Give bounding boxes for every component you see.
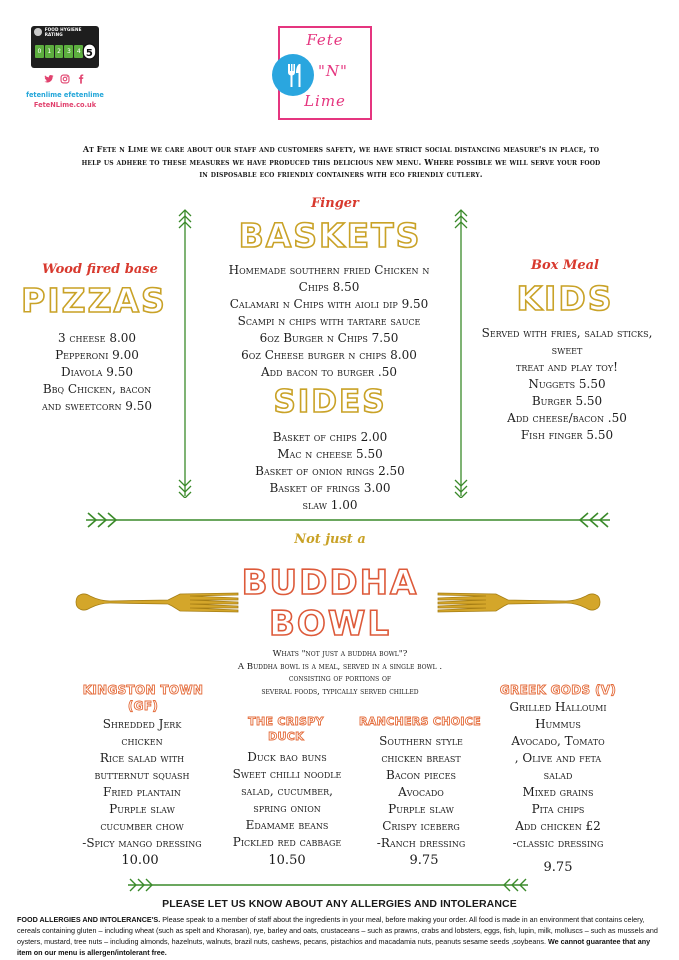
menu-item: -Spicy mango dressing: [82, 836, 202, 850]
menu-item: Scampi n chips with tartare sauce: [237, 314, 421, 328]
menu-item: Southern style: [379, 734, 463, 748]
buddha-script-heading: Not just a: [294, 532, 366, 547]
menu-item: chicken: [121, 734, 163, 748]
menu-item: Served with fries, salad sticks,: [481, 326, 653, 340]
menu-item: Purple slaw: [388, 802, 454, 816]
hygiene-badge-header: [31, 26, 99, 38]
menu-item: 3 cheese 8.00: [57, 331, 137, 345]
sides-menu-list: [210, 429, 450, 514]
menu-item: Pepperoni 9.00: [55, 348, 139, 362]
sides-title: SIDES: [273, 384, 387, 420]
buddha-desc-line: several foods, typically served chilled: [261, 686, 419, 697]
menu-item: Rice salad with: [99, 751, 185, 765]
menu-item: slaw 1.00: [302, 498, 358, 512]
menu-item: sweet: [551, 343, 583, 357]
pizzas-menu-list: [12, 330, 182, 415]
hygiene-scale-step: 2: [55, 45, 64, 58]
menu-item: Burger 5.50: [531, 394, 603, 408]
menu-item: -Ranch dressing: [376, 836, 466, 850]
menu-item: 6oz Burger n Chips 7.50: [259, 331, 399, 345]
menu-item: Basket of frings 3.00: [269, 481, 391, 495]
menu-item: Mac n cheese 5.50: [277, 447, 383, 461]
menu-item: spring onion: [253, 801, 321, 815]
menu-item: salad, cucumber,: [241, 784, 333, 798]
bowl-kingston-town-price: 10.00: [121, 853, 159, 868]
menu-item: Avocado: [398, 785, 444, 799]
bowl-greek-gods-price: 9.75: [543, 860, 573, 875]
menu-item: and sweetcorn 9.50: [42, 399, 152, 413]
logo-cutlery-circle: [272, 54, 314, 96]
intro-line: help us adhere to these measures we have produced this delicious new menu. Where possible we will serve your food: [81, 156, 601, 167]
hygiene-rating-scale: [35, 45, 95, 58]
twitter-icon[interactable]: [44, 74, 54, 84]
social-handle-text: fetenlime efetenlime: [26, 91, 104, 99]
bowl-ranchers-choice-price: 9.75: [409, 853, 439, 868]
menu-item: Purple slaw: [109, 802, 175, 816]
menu-item: 6oz Cheese burger n chips 8.00: [241, 348, 417, 362]
bowl-kingston-town-items: [62, 716, 222, 852]
bottom-arrow-divider: [126, 877, 530, 893]
facebook-icon[interactable]: [76, 74, 86, 84]
allergy-notice: [17, 914, 665, 958]
menu-item: cucumber chow: [100, 819, 184, 833]
bowl-ranchers-choice-title: [352, 714, 488, 729]
social-handles: [24, 90, 106, 110]
fork-knife-icon: [272, 54, 314, 96]
food-hygiene-rating-badge: [31, 26, 99, 68]
menu-item: Grilled Halloumi: [509, 700, 607, 714]
menu-item: -classic dressing: [512, 836, 604, 850]
menu-item: Add bacon to burger .50: [261, 365, 397, 379]
hygiene-scale-step: 3: [64, 45, 73, 58]
buddha-title-line1: BUDDHA: [241, 563, 419, 603]
baskets-script-heading: Finger: [311, 196, 359, 211]
hygiene-rating-value: 5: [83, 43, 97, 59]
hygiene-badge-title: FOOD HYGIENE RATING: [44, 27, 82, 37]
logo-word-fete: Fete: [306, 31, 344, 49]
intro-line: At Fete n Lime we care about our staff and customers safety, we have strict social distancing measure's in place, to: [82, 144, 600, 154]
menu-item: Crispy iceberg: [382, 819, 460, 833]
menu-item: Sweet chilli noodle: [232, 767, 342, 781]
pizzas-script-heading: Wood fired base: [42, 262, 158, 277]
gold-fork-left-icon: [70, 586, 240, 618]
bowl-name-line: DUCK: [268, 730, 304, 743]
bowl-name-line: KINGSTON TOWN: [82, 683, 204, 697]
gold-fork-right-icon: [436, 586, 606, 618]
menu-item: Avocado, Tomato: [511, 734, 605, 748]
logo-word-lime: Lime: [304, 92, 346, 110]
bowl-crispy-duck-items: [212, 749, 362, 851]
intro-line: in disposable eco friendly containers with eco friendly cutlery.: [199, 169, 483, 179]
menu-item: chicken breast: [381, 751, 461, 765]
kids-script-heading: Box Meal: [531, 258, 599, 273]
buddha-title-line2: BOWL: [269, 604, 391, 644]
bowl-name-line: (GF): [127, 699, 159, 713]
pizzas-title: PIZZAS: [21, 281, 167, 320]
bowl-ranchers-choice-items: [346, 733, 496, 852]
menu-item: , Olive and feta: [514, 751, 602, 765]
baskets-title: BASKETS: [238, 216, 422, 255]
menu-item: Edamame beans: [245, 818, 329, 832]
fsa-logo-icon: [34, 28, 42, 36]
menu-item: Fried plantain: [103, 785, 181, 799]
menu-item: Add chicken £2: [515, 819, 601, 833]
menu-item: Pickled red cabbage: [232, 835, 342, 849]
menu-item: Hummus: [535, 717, 581, 731]
allergy-label: FOOD ALLERGIES AND INTOLERANCE'S.: [17, 915, 161, 924]
horizontal-arrow-divider: [84, 510, 612, 530]
instagram-icon[interactable]: [60, 74, 70, 84]
menu-item: butternut squash: [94, 768, 190, 782]
menu-item: Diavola 9.50: [61, 365, 133, 379]
allergy-body: Please speak to a member of staff about the ingredients in your meal, before making your order. All food is made in an environment that contains celery, cereals containing gluten – including wheat (such as spelt and Khorasan), rye, barley and oats, crustaceans – such as prawns, crabs and lobsters, eggs, fish, lupin, milk, molluscs – such as mussels and oysters, mustard, tree nuts – including almonds, hazelnuts, walnuts, brazil nuts, cashews, pecans, pistachios and macadamia nuts, peanuts sesame seeds ,soybeans.: [17, 915, 658, 946]
menu-item: Bbq Chicken, bacon: [42, 382, 152, 396]
menu-item: Shredded Jerk: [102, 717, 182, 731]
buddha-desc-line: A Buddha bowl is a meal, served in a single bowl .: [237, 661, 443, 672]
menu-item: treat and play toy!: [516, 360, 618, 374]
menu-item: Mixed grains: [522, 785, 594, 799]
menu-item: Pita chips: [531, 802, 585, 816]
kids-title: KIDS: [516, 279, 614, 318]
menu-item: Nuggets 5.50: [528, 377, 606, 391]
bowl-name-line: GREEK GODS (V): [499, 683, 617, 697]
menu-item: salad: [543, 768, 573, 782]
kids-menu-list: [462, 325, 672, 444]
bowl-kingston-town-title: [72, 682, 214, 714]
hygiene-scale-step: 4: [74, 45, 83, 58]
bowl-name-line: RANCHERS CHOICE: [358, 715, 481, 728]
buddha-desc-line: Whats "not just a buddha bowl"?: [272, 649, 408, 659]
menu-item: Calamari n Chips with aioli dip 9.50: [229, 297, 429, 311]
menu-item: Chips 8.50: [298, 280, 360, 294]
menu-item: Fish finger 5.50: [520, 428, 614, 442]
baskets-menu-list: [196, 262, 462, 381]
bowl-crispy-duck-title: [226, 714, 346, 744]
hygiene-scale-step: 0: [35, 45, 44, 58]
menu-item: Homemade southern fried Chicken n: [228, 263, 430, 277]
menu-item: Basket of onion rings 2.50: [255, 464, 405, 478]
menu-item: Duck bao buns: [247, 750, 327, 764]
allergy-heading: PLEASE LET US KNOW ABOUT ANY ALLERGIES AND INTOLERANCE: [162, 898, 517, 910]
bowl-name-line: THE CRISPY: [248, 715, 324, 728]
bowl-greek-gods-title: [490, 682, 626, 698]
hygiene-scale-step: 1: [45, 45, 54, 58]
logo-word-n: "N": [318, 62, 348, 80]
social-icons: [44, 74, 86, 84]
buddha-description: [200, 648, 480, 698]
menu-item: Add cheese/bacon .50: [507, 411, 627, 425]
bowl-crispy-duck-price: 10.50: [268, 853, 306, 868]
menu-item: Bacon pieces: [386, 768, 456, 782]
buddha-desc-line: consisting of portions of: [288, 674, 392, 684]
allergy-warning: We cannot guarantee that any item on our menu is allergen/intolerant free.: [17, 937, 651, 957]
menu-item: Basket of chips 2.00: [272, 430, 388, 444]
safety-intro: [22, 143, 660, 181]
bowl-greek-gods-items: [482, 699, 634, 852]
website-link[interactable]: FeteNLime.co.uk: [33, 101, 97, 109]
